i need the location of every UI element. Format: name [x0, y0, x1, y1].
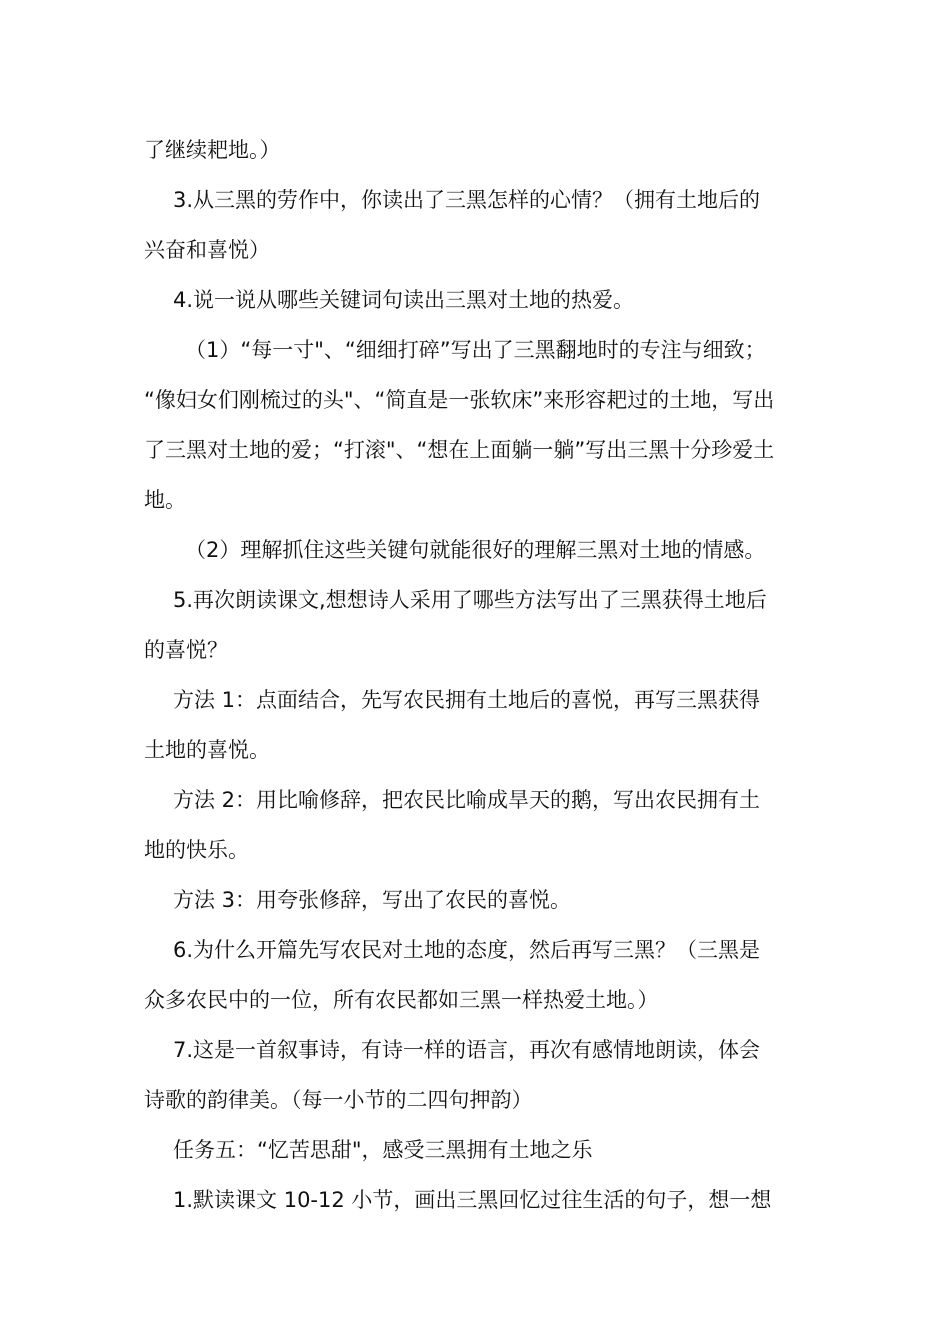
question-7-line: 7.这是一首叙事诗，有诗一样的语言，再次有感情地朗读，体会	[173, 1038, 761, 1062]
question-5-line: 5.再次朗读课文,想想诗人采用了哪些方法写出了三黑获得土地后	[173, 588, 767, 612]
answer-1-line: （1）“每一寸"、“细细打碎”写出了三黑翻地时的专注与细致；	[185, 338, 766, 362]
method-1-line: 方法 1：点面结合，先写农民拥有土地后的喜悦，再写三黑获得	[173, 688, 761, 712]
answer-2-line: （2）理解抓住这些关键句就能很好的理解三黑对土地的情感。	[185, 538, 766, 562]
task-5-heading: 任务五：“忆苦思甜"，感受三黑拥有土地之乐	[173, 1138, 593, 1162]
text-line: 地的快乐。	[144, 838, 249, 862]
method-2-line: 方法 2：用比喻修辞，把农民比喻成旱天的鹅，写出农民拥有土	[173, 788, 761, 812]
text-line: 地。	[144, 488, 186, 512]
text-line: 的喜悦？	[144, 638, 228, 662]
text-line: 了继续耙地。）	[144, 138, 281, 162]
method-3-line: 方法 3：用夸张修辞，写出了农民的喜悦。	[173, 888, 572, 912]
text-line: 土地的喜悦。	[144, 738, 270, 762]
text-line: 兴奋和喜悦）	[144, 238, 270, 262]
text-line: “像妇女们刚梳过的头"、“简直是一张软床”来形容耙过的土地，写出	[144, 388, 775, 412]
question-4-line: 4.说一说从哪些关键词句读出三黑对土地的热爱。	[173, 288, 635, 312]
text-line: 了三黑对土地的爱；“打滚"、“想在上面躺一躺”写出三黑十分珍爱土	[144, 438, 775, 462]
text-line: 诗歌的韵律美。（每一小节的二四句押韵）	[144, 1088, 533, 1112]
question-6-line: 6.为什么开篇先写农民对土地的态度，然后再写三黑？（三黑是	[173, 938, 761, 962]
question-3-line: 3.从三黑的劳作中，你读出了三黑怎样的心情？（拥有土地后的	[173, 188, 761, 212]
task-5-question-1-line: 1.默读课文 10-12 小节，画出三黑回忆过往生活的句子，想一想	[173, 1188, 772, 1212]
text-line: 众多农民中的一位，所有农民都如三黑一样热爱土地。）	[144, 988, 659, 1012]
